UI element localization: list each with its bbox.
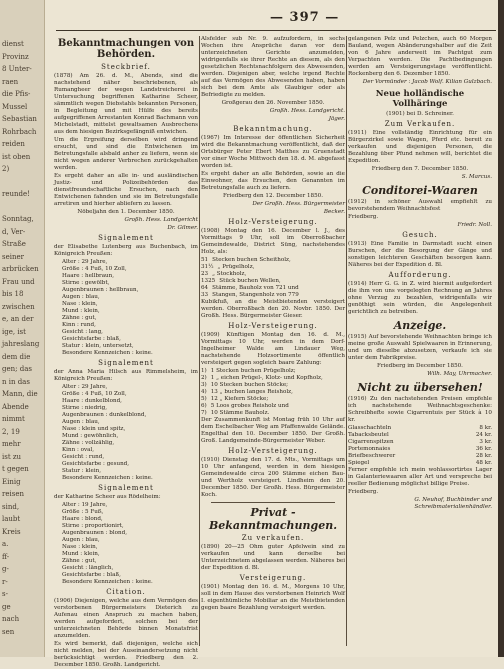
subheading: Signalement [98,484,154,492]
page-edge-shadow [498,0,504,657]
list-item: Stirne : proportionirt, [62,523,124,529]
list-item: Gesichtsfarbe : blaß, [62,336,121,342]
section-title-authorities: Bekanntmachungen von Behörden. [57,38,195,60]
subheading: Citation. [106,588,146,596]
place: Friedberg. [348,214,379,220]
row-value: Stück buchen Wellen, [219,278,281,284]
list-item: Haare : blond, [62,516,103,522]
adjacent-page-fragment: mehr [2,440,21,448]
price-row [348,439,492,446]
paragraph: (1878) Am 26. d. M., Abends, sind die nachstehend näher beschriebenen, als Rumangheer der wegen Landstreicherei in Untersuchung begriffenen Katharine Scheer, sämmtlich wegen Diebstahls bekannten Personen, in Begleitung und mit Hülfe des bereits aufgegriffenen Arrestanten Konrad Bachmann von Michelstadt, mittelst gewaltsamen Ausbrechens aus dem hiesigen Bezirksgefängniß entwichen. [54,73,198,135]
adjacent-page-fragment: nimmt [2,415,25,423]
paragraph: der Elisabethe Lutenberg aus Buchenbach, im Königreich Preußen: [54,244,198,257]
row-value: 12 „ Kiefern Stöcke; [210,396,269,402]
list-item: Augen : blau, [62,537,100,543]
list-item: Gesicht : lang, [62,329,103,335]
subheading: Bekanntmachung. [233,125,313,133]
signer: Wilh. May, Uhrmacher. [427,371,492,377]
row-key: 3) [201,382,207,388]
row-value: Stecken buchen Scheitholz, [212,257,291,263]
place-date: Großgerau den 26. November 1850. [221,100,325,106]
price-row [348,446,492,453]
list-item: Statur : klein, untersetzt, [62,343,134,349]
price-item: Cigarrenspitzen [348,439,394,445]
header-rule [56,30,496,31]
paragraph: (1890) 20—25 Ohm guter Apfelwein sind zu verkaufen und kann derselbe bei Unterzeichnetem abgelassen werden. Näheres bei der Expedition d. Bl. [201,544,345,571]
row-key: 7) [201,410,207,416]
list-item: Augen : blau, [62,294,100,300]
signer: Friedr. Noll. [457,222,492,228]
adjacent-page-fragment: bis 18 [2,290,24,298]
adjacent-page-fragment: seiner [2,252,24,261]
adjacent-page-fragment: Sonntag, [2,215,34,223]
price-row [348,432,492,439]
adjacent-page-fragment: Mussel [2,102,28,111]
adjacent-page-fragment: dienst [2,40,24,48]
signer: Becker. [323,209,345,215]
list-item: Alter : 29 Jahre, [62,384,108,390]
adjacent-page-fragment: gen; das [2,365,32,373]
list-row [201,285,345,292]
price-row [348,460,492,467]
adjacent-page-fragment: Provinz [2,52,29,61]
place-date: Friedberg im December 1850. [377,363,463,369]
list-item: Nase : klein, [62,544,98,550]
paragraph: (1908) Montag den 16. December l. J., des Vormittags 9 Uhr, soll im Oberroßbacher Gemeindewalde, District Süng, nachstehendes Holz, als: [201,228,345,255]
row-key: 2) [201,375,207,381]
paragraph: Es ergeht daher an alle in- und ausländischen Justiz- und Polizeibehörden das dienstfreundschaftliche Ersuchen, nach den Entwichenen fahnden und sie im Betretungsfalle arretiren und hierher abliefern zu lassen. [54,173,198,207]
price-row [348,453,492,460]
subheading: Gesuch. [402,231,438,239]
row-key: 23 [201,271,209,277]
adjacent-page-fragment: laubt [2,515,21,523]
paragraph: gelangenen Pelz und Pelzchen, auch 60 Morgen Bauland, wegen Abänderungshalber auf die Zeit von 6 Jahre anderweit im Pachtgut zum Verpachten werden. Die Pachtbedingungen werden am Versteigerungstage veröffentlicht. Rockenberg den 6. Dezember 1850. [348,36,492,77]
signer: Der Vormünder : Jacob Wolf. Kilian Gulzbach. [362,79,492,85]
section-title-private: Privat - Bekanntmachungen. [208,506,338,532]
paragraph: (1911) Eine vollständig Einrichtung für ein Bürgerzirkel sowie Wagen, Pferd etc. bereit zu verkaufen und diejenigen Personen, die Bezahlung über Pfund nehmen will, berichtet die Expedition. [348,130,492,164]
list-item: Augenbraunen : hellbraun, [62,287,139,293]
price-item: Tabacksbeutel [348,432,389,438]
signalement-list [54,384,198,482]
adjacent-page-fragment: g- [2,565,9,573]
page-header [56,10,494,28]
adjacent-page-fragment: jahreslang [2,340,40,348]
list-row [201,292,345,299]
paragraph: (1916) Zu den nachstehenden Preisen empfehle ich nachstehende Weihnachtsgeschenke: Schreibhefte sowie Cigarrentuis per Stück à 10 kr. [348,396,492,423]
adjacent-page-fragment: raen [2,77,19,86]
row-key: 1) [201,368,207,374]
adjacent-page-fragment: ist zu [2,452,22,461]
price-value: 48 kr. [475,460,492,466]
price-value: 36 kr. [475,446,492,452]
row-value: 13 „ buchen langes Reisholz, [210,389,293,395]
row-key: 31½ [201,264,214,270]
column-separator [346,36,347,646]
adjacent-page-fragment: reunde! [2,190,30,198]
list-item: Zähne : gut, [62,558,97,564]
paragraph: Um die Ergreifung derselben wird dringend ersucht, und sind die Entwichenen im Betretungsfalle alsbald anher zu liefern, wenn sie nicht wegen anderer Verbrechen zurückgehalten werden. [54,137,198,171]
row-value: Stämme, Bauholz von 721 und [212,285,299,291]
list-item: Kinn : rund, [62,322,96,328]
list-row [201,389,345,396]
column-separator [199,36,200,646]
price-value: 8 kr. [479,425,492,431]
signer: Dr. Gilmer. [167,225,198,231]
divider [211,502,335,503]
list-row [201,375,345,382]
price-list [348,425,492,467]
signalement-list [54,502,198,586]
price-value: 24 kr. [475,432,492,438]
adjacent-page-fragment: n in das [2,377,30,386]
adjacent-page-fragment: nach [2,615,20,623]
ad-heading: Nicht zu übersehen! [357,381,483,394]
place-date: Friedberg den 12. December 1850. [222,193,323,199]
list-item: Zähne : gut, [62,315,97,321]
place: Friedberg. [348,489,379,495]
list-item: Alter : 19 Jahre, [62,502,108,508]
list-item: Besondere Kennzeichen : keine. [62,350,153,356]
subheading: Versteigerung. [239,574,307,582]
row-value: Stangen, Stangenholz von 779 [212,292,299,298]
adjacent-page-fragment: sen [2,627,15,636]
row-key: 6) [201,403,207,409]
row-value: 10 Stämme Bauholz. [210,410,270,416]
adjacent-page-fragment: d, Ver- [2,227,26,236]
adjacent-page-fragment: Abende [2,402,29,411]
subheading: Zum Verkaufen. [384,120,456,128]
adjacent-page-fragment: 2) [2,165,10,173]
authority: Großh. Hess. Landgericht [124,217,198,223]
adjacent-page-fragment: reisen [2,490,24,498]
paragraph: der Anna Maria Hilsch aus Rimmelsheim, im Königreich Preußen: [54,369,198,382]
row-value: „ Stockholz, [212,271,247,277]
adjacent-page-fragment: Rohrbach [2,127,37,136]
paragraph: (1906) Diejenigen, welche aus dem Vermögen des verstorbenen Bürgermeisters Dieterich zu Aufenau einen Anspruch zu machen haben, werden aufgefordert, solchen bei der unterzeichneten Behörde binnen Monatsfrist anzumelden. [54,598,198,639]
list-item: Stirne : niedrig, [62,405,108,411]
list-row [201,396,345,403]
column-2 [201,36,345,648]
signalement-list [54,259,198,357]
wood-list [201,368,345,417]
ad-heading: Anzeige. [393,319,447,332]
adjacent-page-fragment: t gegen [2,465,29,473]
list-item: Größe : 5 Fuß, [62,509,104,515]
list-item: Augenbraunen : blond, [62,530,127,536]
signer: S. Marcus. [461,174,492,180]
list-item: Augenbraunen : dunkelblond, [62,412,147,418]
list-item: Mund : klein, [62,551,100,557]
adjacent-page-fragment: ge [2,602,11,611]
row-value: 5 Loos grobes Reisholz und [210,403,289,409]
list-row [201,257,345,264]
paragraph: (1901) Montag den 16. d. M., Morgens 10 Uhr, soll in dem Hause des verstorbenen Heinrich Wolf I. eigenthümliche Mobiliar an die Meistbietenden gegen baare Bezahlung versteigert werden. [201,584,345,611]
list-item: Gesichtsfarbe : gesund, [62,461,130,467]
list-item: Besondere Kennzeichen : keine. [62,475,153,481]
paragraph: (1913) Eine Familie in Darmstadt sucht einen Burschen, der die Besorgung der Gänge und sonstigen leichteren Geschäften besorgen kann. Näheres bei der Expedition d. Bl. [348,241,492,268]
adjacent-page-fragment: Straße [2,240,26,248]
adjacent-page-fragment: 8 Unter- [2,65,32,73]
place-date: Friedberg den 7. December 1850. [371,166,469,172]
ad-heading: Neue holländische Vollhäringe [375,89,465,109]
subheading: Holz-Versteigerung. [228,218,318,226]
paragraph: Ferner empfehle ich mein wohlassortirtes Lager in Galanteriewaaren aller Art und verspreche bei reeller Bedienung möglichst billige Preise. [348,467,492,487]
list-item: Gesichtsfarbe : blaß, [62,572,121,578]
adjacent-page-fragment: Frau und [2,277,35,286]
price-value: 3 kr. [479,439,492,445]
list-item: Alter : 29 Jahre, [62,259,108,265]
subheading: Aufforderung. [388,271,452,279]
paragraph: Alsfelder sub Nr. 9. aufzufordern, in sechs Wochen ihre Ansprüche daran vor dem unterzeichneten Gerichte anzumelden, widrigenfalls sie ihrer Rechte an diesem, als den gesetzlichen Rechtsnachfolgern des Abwesenden, werden. Diejenigen aber, welche irgend Rechte auf das Vermögen des Abwesenden haben, haben sich bei dem Amte als Glaubiger oder als Befriedigte zu melden. [201,36,345,98]
authority: Großh. Hess. Landgericht. [269,108,345,114]
adjacent-page-fragment: sind, [2,502,20,511]
list-item: Haare : dunkelblond, [62,398,122,404]
paragraph: (1912) in schöner Auswahl empfiehlt zu bevorstehendem Weihnachtsfest [348,199,492,212]
row-value: 1 Stecken buchen Prügelholz; [210,368,296,374]
adjacent-page-strip [0,0,45,657]
price-item: Glasschachteln [348,425,392,431]
adjacent-page-fragment: Mann, die [2,390,38,398]
list-item: Statur : klein, [62,468,102,474]
adjacent-page-fragment: 2, 19 [2,427,20,436]
row-key: 5) [201,396,207,402]
adjacent-page-fragment: reiden [2,140,25,148]
list-item: Haare : hellbraun, [62,273,115,279]
subheading: Signalement [98,234,154,242]
subheading: Holz-Versteigerung. [228,322,318,330]
adjacent-page-fragment: s- [2,590,8,598]
row-value: 10 Stecken buchen Stöcke; [210,382,289,388]
page-number: — 397 — [270,10,340,25]
paragraph: Kubikfuß, an die Meistbietenden versteigert werden. Oberroßbach den 20. Novbr. 1850. Der Großh. Hess. Bürgermeister Gieser. [201,299,345,319]
price-item: Spiegel [348,460,370,466]
list-item: Stirne : gewölbt, [62,280,110,286]
signer: G. Neuhof, Buchbinder und Schreibmaterialienhändler. [414,497,492,510]
paragraph: Der Zusammenkunft ist Montag früh 10 Uhr auf dem Eschelbacher Weg am Pfaffenwalde Gelände. Engelthal den 10. December 1850. Der Großh. Groß. Landgemeinde-Bürgermeister Weber. [201,417,345,444]
row-value: „ Prügelholz, [217,264,255,270]
place-date: Nöbeljahn den 1. December 1850. [77,209,175,215]
paragraph: Es wird bemerkt, daß diejenigen, welche sich nicht melden, bei der Auseinandersetzung nicht berücksichtigt werden. Friedberg den 2. December 1850. Großh. Landgericht. [54,641,198,668]
row-key: 33 [201,292,209,298]
adjacent-page-fragment: r- [2,577,8,586]
paragraph: (1915) Auf bevorstehende Weihnachten bringe ich meine große Auswahl Spielwaaren in Erinnerung, und um dieselbe abzusetzen, verkaufe ich sie unter dem Fabrikpreise. [348,334,492,361]
adjacent-page-fragment: arbrücken [2,265,39,273]
subheading: Signalement [98,359,154,367]
row-value: 1 „ eichen Prügel-, Klotz- und Kopfholz, [210,375,323,381]
paragraph: (1909) Künftigen Montag den 16. d. M., Vormittags 10 Uhr, werden in dem Dorf-Ingelheimer Walde am Lindauer Weg, nachstehende Holzsortimente öffentlich versteigert gegen sogleich baare Zahlung: [201,332,345,366]
paragraph: Es ergeht daher an alle Behörden, sowie an die Einwohner, das Ersuchen, den Genannten im Betretungsfalle auch zu liefern. [201,171,345,191]
adjacent-page-fragment: ige, ist [2,327,26,336]
paragraph: (1914) Herr G. G. in Z. wird hiermit aufgefordert die ihm von uns vorgelegten Rechnung an Jahres ohne Verzug zu bezahlen, widrigenfalls wir genöthigt sein würden, die Angelegenheit gerichtlich zu betreiben. [348,281,492,315]
adjacent-page-fragment: e, an der [2,315,34,323]
list-item: Größe : 4 Fuß, 10 Zoll, [62,266,127,272]
adjacent-page-fragment: ff- [2,552,10,561]
list-item: Nase : klein, [62,301,98,307]
price-item: Portemonnaies [348,446,391,452]
list-item: Größe : 4 Fuß, 10 Zoll, [62,391,127,397]
paragraph: (1910) Dienstag den 17. d. Mts., Vormittags um 10 Uhr anfangend, werden in dem hiesigen Gemeindewalde circa 200 Stämme eichen Bau- und Wertholz versteigert. Lindheim den 20. December 1850. Der Großh. Hess. Bürgermeister Koch. [201,457,345,498]
list-row [201,410,345,417]
list-row [201,382,345,389]
list-row [201,278,345,285]
list-item: Zähne : vollzählig, [62,440,115,446]
signer: Jäger. [328,116,345,122]
subheading: Steckbrief. [101,63,151,71]
adjacent-page-fragment: ist oben [2,152,31,161]
paragraph: (1901) bei D. Schreiner. [386,111,454,117]
list-item: Mund : gewöhnlich, [62,433,119,439]
list-item: Mund : klein, [62,308,100,314]
adjacent-page-fragment: Einig [2,477,21,486]
adjacent-page-fragment: Sebastian [2,115,37,123]
list-row [201,368,345,375]
adjacent-page-fragment: dem die [2,352,31,361]
paragraph: der Katharine Scheer aus Rödelheim: [54,494,161,500]
paragraph: (1967) Im Interesse der öffentlichen Sicherheit wird die Bekanntmachung veröffentlicht, daß der Ortsbürger Peter Ebert Matthes zu Gruenstadt vor einer Woche Mittwoch den 18. d. M. abgefasst worden ist. [201,135,345,169]
adjacent-page-fragment: a. [2,540,9,548]
list-item: Nase : klein und spitz, [62,426,126,432]
adjacent-page-fragment: zwischen [2,302,35,311]
row-key: 51 [201,257,209,263]
ad-heading: Conditorei-Waaren [362,184,478,197]
price-item: Briefbeschwerer [348,453,396,459]
column-3 [348,36,492,648]
authority: Der Großh. Hess. Bürgermeister [252,201,345,207]
list-item: Besondere Kennzeichen : keine. [62,579,153,585]
subheading: Zu verkaufen. [241,534,305,542]
list-row [201,403,345,410]
subheading: Holz-Versteigerung. [228,447,318,455]
price-value: 28 kr. [475,453,492,459]
list-item: Kinn : oval, [62,447,95,453]
adjacent-page-fragment: die Pfis- [2,90,31,98]
row-key: 64 [201,285,209,291]
list-row [201,264,345,271]
row-key: 4) [201,389,207,395]
list-item: Gesicht : länglich, [62,565,114,571]
column-1 [54,36,198,668]
price-row [348,425,492,432]
adjacent-page-fragment: Kreis [2,527,21,536]
list-row [201,271,345,278]
list-item: Augen : blau, [62,419,100,425]
row-key: 1325 [201,278,216,284]
list-item: Gesicht : rund, [62,454,105,460]
wood-list [201,257,345,299]
